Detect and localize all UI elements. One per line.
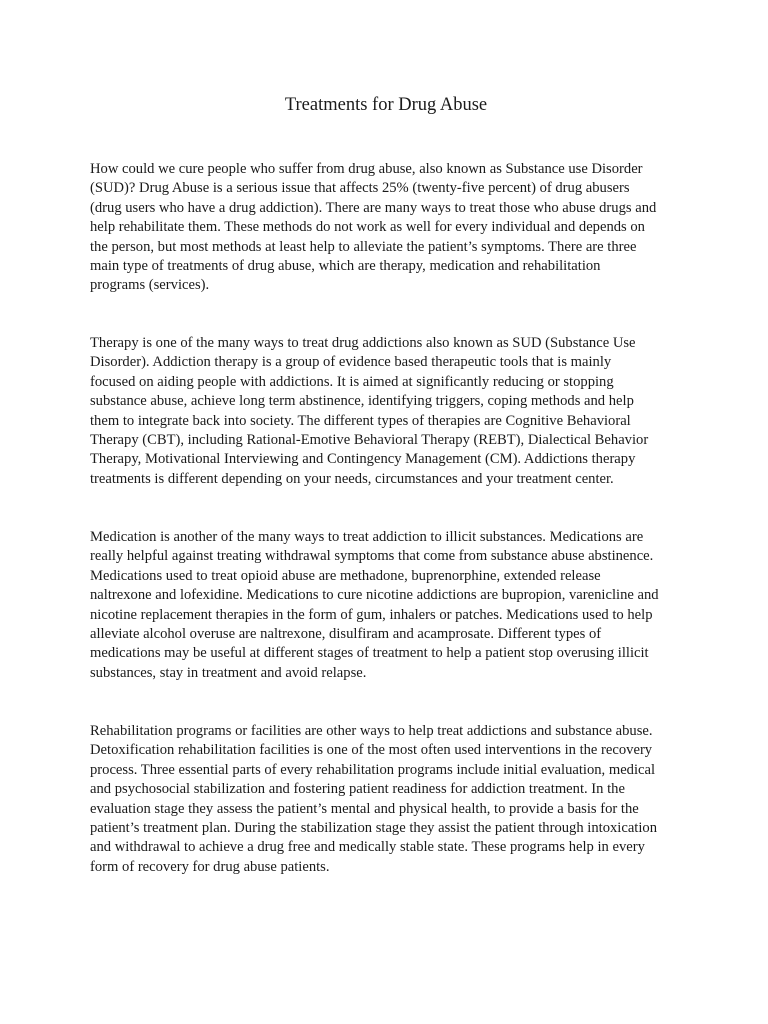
- text-line: Medications used to treat opioid abuse are methadone, buprenorphine, extended release: [90, 567, 601, 584]
- paragraph-medication: [90, 528, 688, 683]
- text-line: substances, stay in treatment and avoid relapse.: [90, 664, 367, 681]
- text-line: Therapy, Motivational Interviewing and Contingency Management (CM). Addictions therapy: [90, 451, 636, 468]
- text-line: Detoxification rehabilitation facilities is one of the most often used interventions in the recovery: [90, 742, 653, 759]
- text-line: (SUD)? Drug Abuse is a serious issue that affects 25% (twenty-five percent) of drug abusers: [90, 180, 630, 197]
- text-line: the person, but most methods at least help to alleviate the patient’s symptoms. There are three: [90, 238, 637, 255]
- paragraph-therapy: [90, 334, 688, 489]
- text-line: Rehabilitation programs or facilities are other ways to help treat addictions and substance abuse.: [90, 723, 653, 739]
- text-line: them to integrate back into society. The different types of therapies are Cognitive Behavioral: [90, 412, 631, 429]
- paragraph-rehabilitation: [90, 722, 688, 877]
- text-line: programs (services).: [90, 277, 210, 294]
- text-line: medications may be useful at different stages of treatment to help a patient stop overusing illicit: [90, 645, 649, 662]
- text-line: alleviate alcohol overuse are naltrexone, disulfiram and acamprosate. Different types of: [90, 626, 602, 643]
- text-line: process. Three essential parts of every rehabilitation programs include initial evaluation, medical: [90, 761, 656, 778]
- text-line: treatments is different depending on your needs, circumstances and your treatment center.: [90, 470, 614, 487]
- text-line: really helpful against treating withdrawal symptoms that come from substance abuse abstinence.: [90, 548, 654, 565]
- text-line: Therapy (CBT), including Rational-Emotive Behavioral Therapy (REBT), Dialectical Behavior: [90, 432, 649, 449]
- text-line: main type of treatments of drug abuse, which are therapy, medication and rehabilitation: [90, 258, 601, 275]
- text-line: Disorder). Addiction therapy is a group of evidence based therapeutic tools that is mainly: [90, 354, 612, 371]
- text-line: nicotine replacement therapies in the form of gum, inhalers or patches. Medications used to help: [90, 606, 653, 623]
- text-line: and withdrawal to achieve a drug free and medically stable state. These programs help in every: [90, 839, 645, 856]
- text-line: Therapy is one of the many ways to treat drug addictions also known as SUD (Substance Use: [90, 335, 636, 351]
- text-line: (drug users who have a drug addiction). There are many ways to treat those who abuse drugs and: [90, 199, 657, 216]
- text-line: form of recovery for drug abuse patients.: [90, 858, 330, 875]
- text-line: Medication is another of the many ways to treat addiction to illicit substances. Medications are: [90, 529, 644, 545]
- text-line: substance abuse, achieve long term abstinence, identifying triggers, coping methods and help: [90, 393, 634, 410]
- text-line: naltrexone and lofexidine. Medications to cure nicotine addictions are bupropion, varenicline and: [90, 587, 659, 604]
- text-line: and psychosocial stabilization and fostering patient readiness for addiction treatment. In the: [90, 781, 625, 798]
- text-line: How could we cure people who suffer from drug abuse, also known as Substance use Disorder: [90, 161, 643, 177]
- document-title: Treatments for Drug Abuse: [284, 95, 488, 115]
- text-line: focused on aiding people with addictions. It is aimed at significantly reducing or stopping: [90, 373, 614, 390]
- text-line: evaluation stage they assess the patient’s mental and physical health, to provide a basis for the: [90, 800, 639, 817]
- paragraph-introduction: [90, 160, 688, 296]
- text-line: help rehabilitate them. These methods do not work as well for every individual and depends on: [90, 219, 645, 236]
- text-line: patient’s treatment plan. During the stabilization stage they assist the patient through intoxication: [90, 820, 657, 837]
